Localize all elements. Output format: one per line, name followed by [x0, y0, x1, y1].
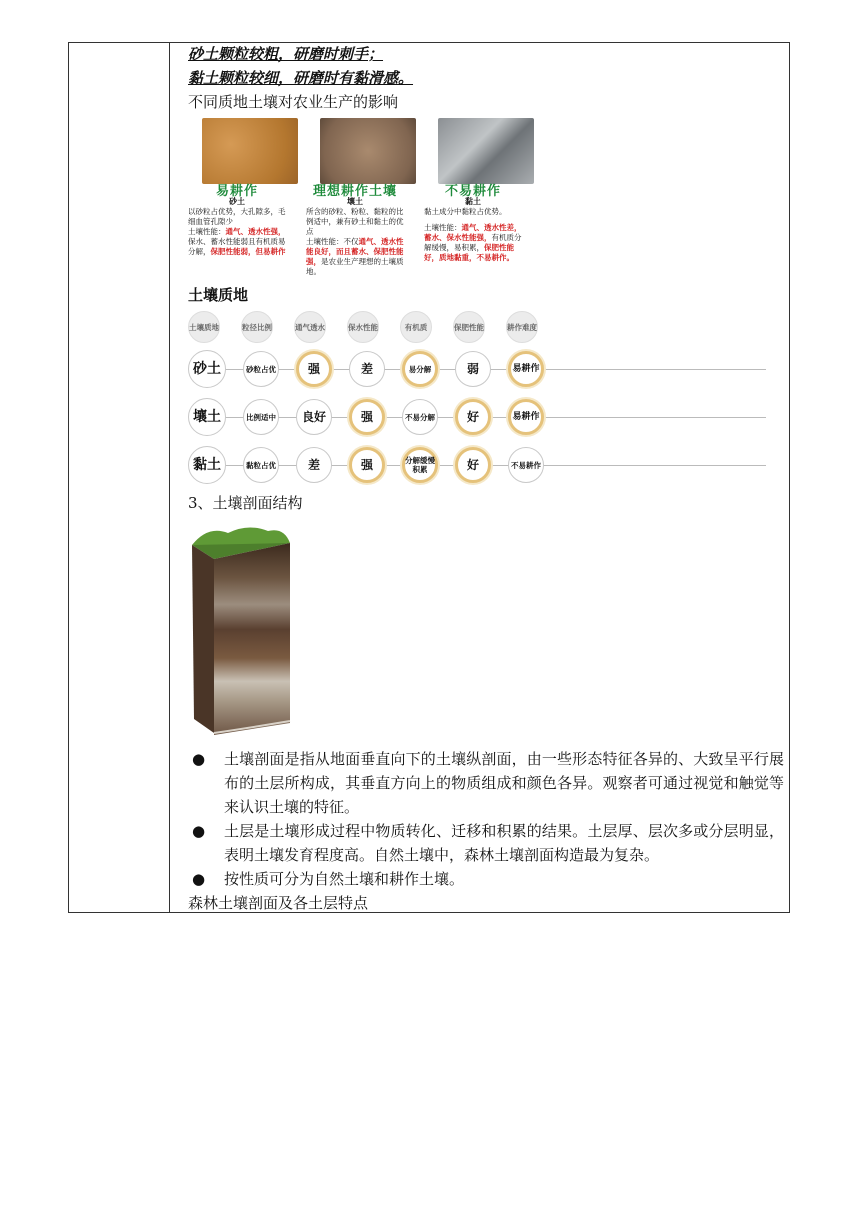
soil-card-loam: [306, 118, 404, 277]
value-cell: 不易分解: [402, 399, 438, 435]
value-cell: 比例适中: [243, 399, 279, 435]
value-cell: 差: [296, 447, 332, 483]
content-cell: [188, 42, 784, 915]
impact-title: 不同质地土壤对农业生产的影响: [188, 93, 399, 111]
row-label: 黏土: [188, 446, 226, 484]
value-cell: 好: [455, 447, 491, 483]
column-divider: [169, 43, 170, 912]
soil-verdict: 易耕作: [215, 184, 258, 199]
profile-bullets: [188, 747, 784, 891]
header-cell: 保水性能: [347, 311, 379, 343]
soil-impact-figure: [188, 118, 784, 277]
soil-card-clay: [424, 118, 522, 277]
value-cell: 良好: [296, 399, 332, 435]
value-cell: 好: [455, 399, 491, 435]
profile-title: 3、土壤剖面结构: [188, 494, 303, 512]
row-label: 壤土: [188, 398, 226, 436]
soil-desc: 以砂粒占优势，大孔隙多，毛细血管孔隙少: [188, 207, 286, 226]
header-cell: 耕作难度: [506, 311, 538, 343]
soil-name: 黏土: [465, 197, 481, 206]
value-cell: 不易耕作: [508, 447, 544, 483]
value-cell: 强: [349, 399, 385, 435]
soil-card-sand: [188, 118, 286, 277]
loam-photo: [320, 118, 416, 184]
soil-performance: 土壤性能：通气、透水性差，蓄水、保水性能强，有机质分解缓慢，易积累，保肥性能好，质地黏重，不易耕作。: [424, 223, 522, 262]
soil-verdict: 理想耕作土壤: [312, 184, 397, 199]
value-cell: 差: [349, 351, 385, 387]
value-cell: 强: [349, 447, 385, 483]
header-cell: 土壤质地: [188, 311, 220, 343]
value-cell: 砂粒占优: [243, 351, 279, 387]
value-cell: 易分解: [402, 351, 438, 387]
value-cell: 易耕作: [508, 351, 544, 387]
soil-profile-image: [188, 523, 292, 741]
soil-name: 砂土: [229, 197, 245, 206]
list-item: ● 按性质可分为自然土壤和耕作土壤。: [192, 870, 465, 888]
forest-profile-title: 森林土壤剖面及各土层特点: [188, 894, 369, 912]
header-cell: 粒径比例: [241, 311, 273, 343]
header-cell: 保肥性能: [453, 311, 485, 343]
soil-desc: 所含的砂粒、粉粒、黏粒的比例适中，兼有砂土和黏土的优点: [306, 207, 404, 236]
texture-title: 土壤质地: [188, 286, 249, 304]
texture-comparison-figure: [188, 309, 784, 489]
soil-name: 壤土: [347, 197, 363, 206]
value-cell: 强: [296, 351, 332, 387]
value-cell: 易耕作: [508, 399, 544, 435]
list-item: ● 土层是土壤形成过程中物质转化、迁移和积累的结果。土层厚、层次多或分层明显，表明土壤发育程度高。自然土壤中，森林土壤剖面构造最为复杂。: [192, 822, 784, 864]
value-cell: 分解缓慢积累: [402, 447, 438, 483]
value-cell: 黏粒占优: [243, 447, 279, 483]
value-cell: 弱: [455, 351, 491, 387]
clay-photo: [438, 118, 534, 184]
row-label: 砂土: [188, 350, 226, 388]
soil-performance: 土壤性能：通气、透水性强，保水、蓄水性能弱且有机质易分解，保肥性能弱，但易耕作: [188, 227, 286, 256]
clay-feel-line: 黏土颗粒较细，研磨时有黏滑感。: [188, 69, 414, 87]
texture-header-row: [188, 309, 784, 345]
header-cell: 有机质: [400, 311, 432, 343]
soil-verdict: 不易耕作: [444, 184, 501, 199]
soil-desc: 黏土成分中黏粒占优势。: [424, 207, 507, 216]
texture-row-clay: [188, 441, 784, 489]
sand-feel-line: 砂土颗粒较粗，研磨时刺手；: [188, 45, 384, 63]
header-cell: 通气透水: [294, 311, 326, 343]
list-item: ● 土壤剖面是指从地面垂直向下的土壤纵剖面，由一些形态特征各异的、大致呈平行展布的土层所构成，其垂直方向上的物质组成和颜色各异。观察者可通过视觉和触觉等来认识土壤的特征。: [192, 750, 784, 816]
soil-performance: 土壤性能：不仅通气、透水性能良好，而且蓄水、保肥性能强，是农业生产理想的土壤质地。: [306, 237, 404, 276]
texture-row-loam: [188, 393, 784, 441]
sand-photo: [202, 118, 298, 184]
texture-row-sand: [188, 345, 784, 393]
